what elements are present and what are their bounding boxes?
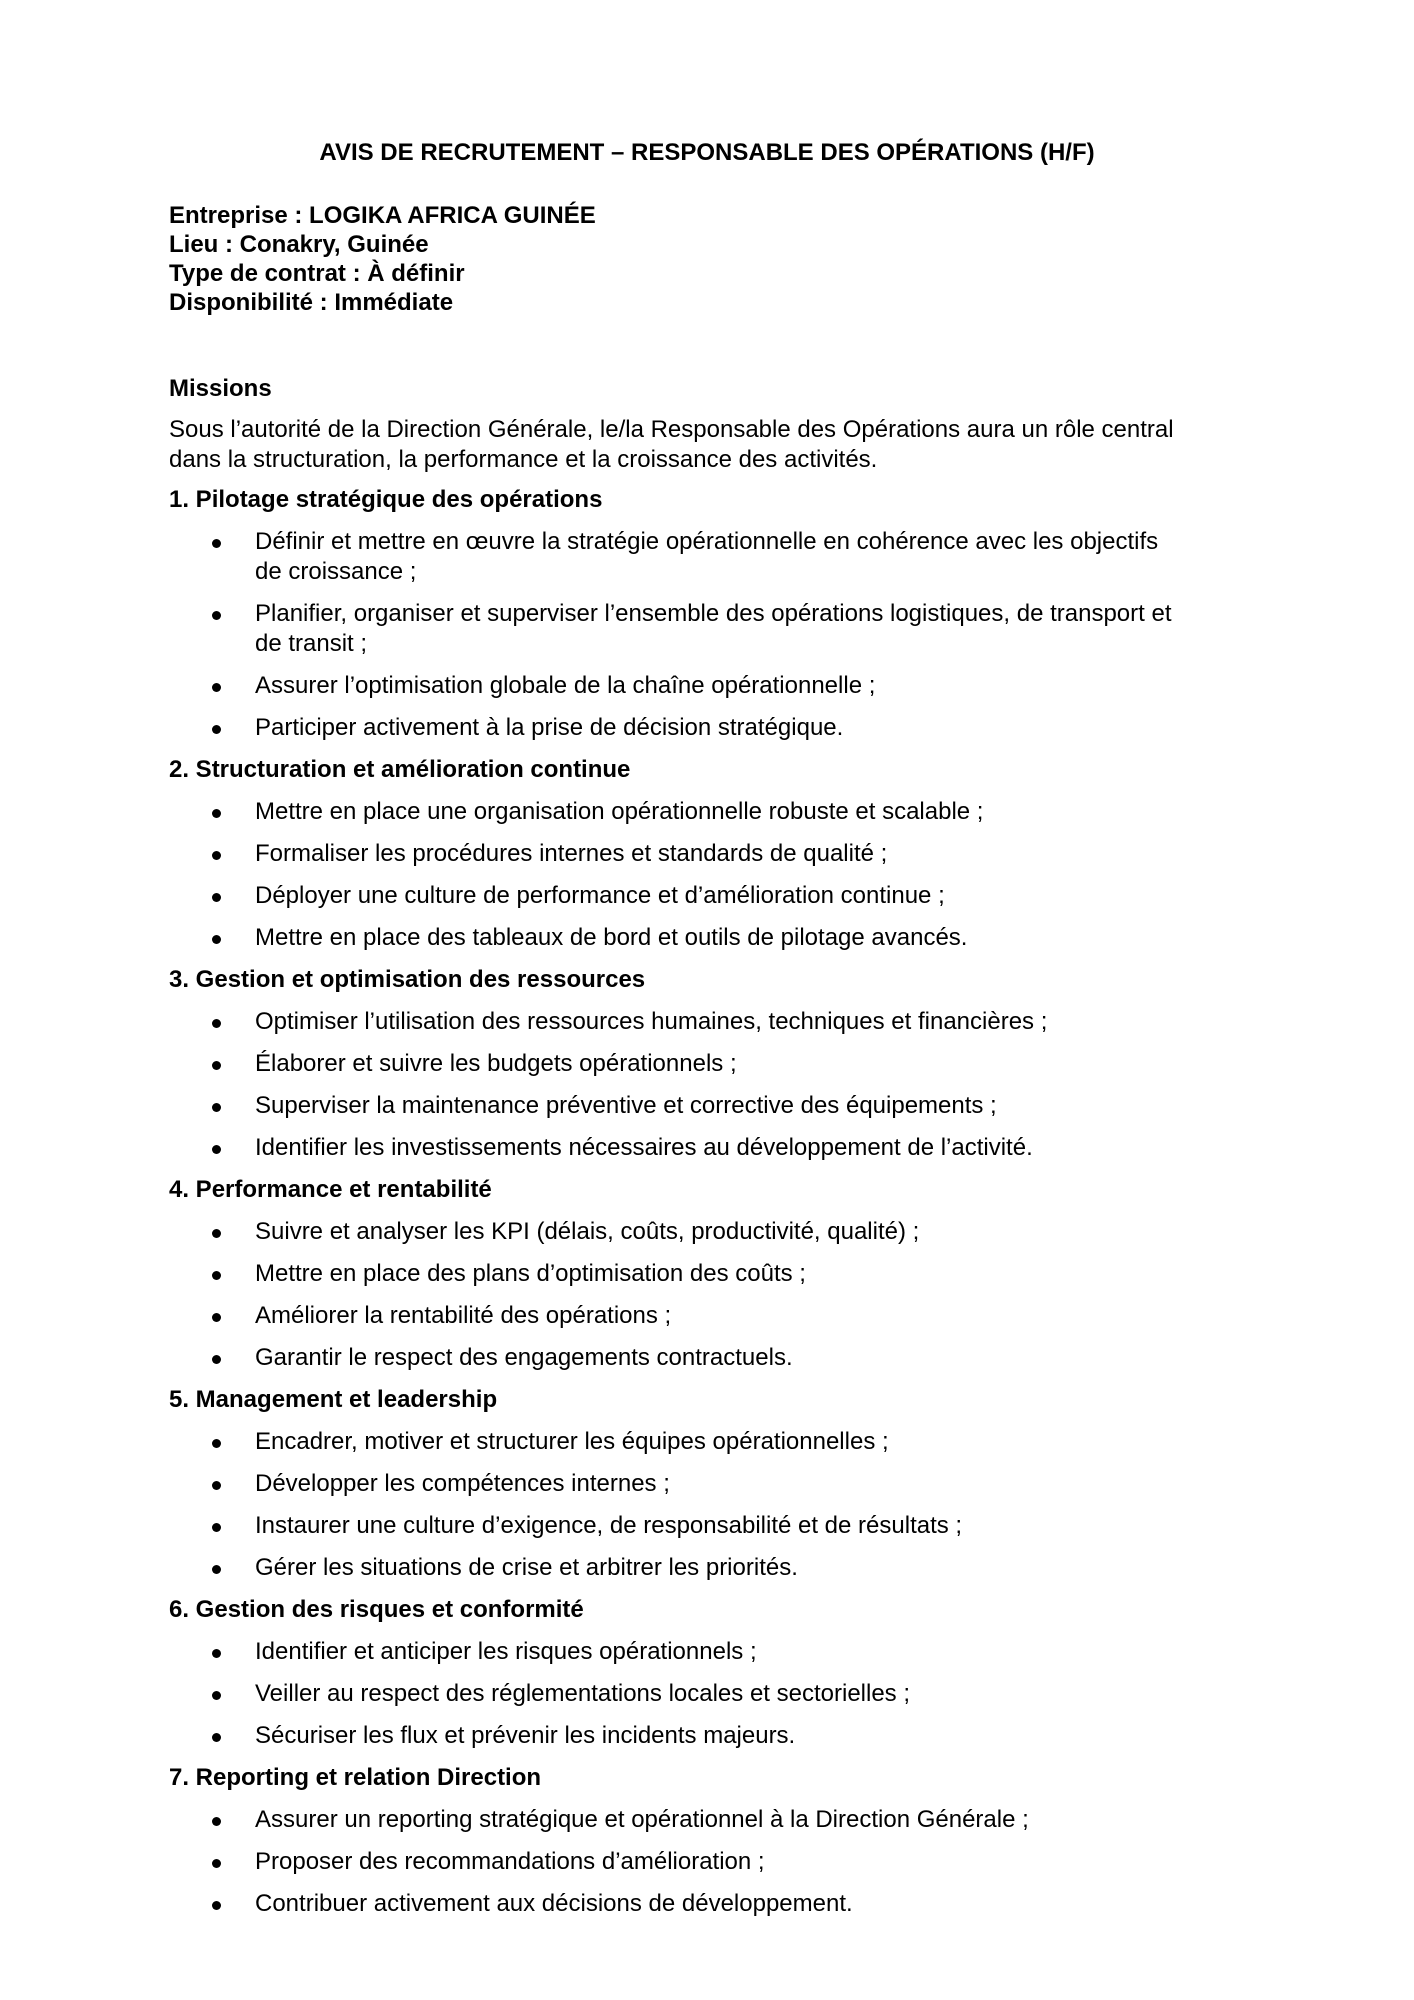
bullet-icon (212, 1481, 221, 1490)
list-item (169, 797, 1269, 827)
bullet-icon (212, 1817, 221, 1826)
bullet-icon (212, 1901, 221, 1910)
company-line: Entreprise : LOGIKA AFRICA GUINÉE (169, 202, 596, 229)
section-heading: 3. Gestion et optimisation des ressources (169, 966, 646, 993)
bullet-icon (212, 851, 221, 860)
list-item-text: Déployer une culture de performance et d’amélioration continue ; (255, 882, 945, 909)
list-item (169, 1553, 1269, 1583)
bullet-icon (212, 1313, 221, 1322)
bullet-icon (212, 1145, 221, 1154)
availability-line: Disponibilité : Immédiate (169, 289, 454, 316)
list-item-text: Superviser la maintenance préventive et corrective des équipements ; (255, 1092, 997, 1119)
list-item (169, 1721, 1269, 1751)
list-item-text: Mettre en place une organisation opérationnelle robuste et scalable ; (255, 798, 984, 825)
intro-line: dans la structuration, la performance et la croissance des activités. (169, 446, 878, 473)
list-item (169, 1259, 1269, 1289)
list-item (169, 599, 1269, 659)
list-item-text: Élaborer et suivre les budgets opérationnels ; (255, 1050, 737, 1077)
bullet-icon (212, 1019, 221, 1028)
list-item-text: Instaurer une culture d’exigence, de responsabilité et de résultats ; (255, 1512, 963, 1539)
bullet-icon (212, 1649, 221, 1658)
list-item (169, 527, 1269, 587)
bullet-icon (212, 809, 221, 818)
list-item (169, 1343, 1269, 1373)
list-item (169, 1049, 1269, 1079)
list-item-text: Mettre en place des tableaux de bord et outils de pilotage avancés. (255, 924, 968, 951)
list-item-text: Améliorer la rentabilité des opérations ; (255, 1302, 672, 1329)
list-item (169, 1007, 1269, 1037)
list-item-text: Planifier, organiser et superviser l’ensemble des opérations logistiques, de transport et (255, 600, 1172, 627)
list-item (169, 1217, 1269, 1247)
list-item-text: Veiller au respect des réglementations locales et sectorielles ; (255, 1680, 911, 1707)
list-item (169, 671, 1269, 701)
list-item-text: Sécuriser les flux et prévenir les incidents majeurs. (255, 1722, 796, 1749)
bullet-icon (212, 725, 221, 734)
intro-paragraph (169, 415, 1174, 475)
list-item (169, 713, 1269, 743)
intro-line: Sous l’autorité de la Direction Générale, le/la Responsable des Opérations aura un rôle central (169, 416, 1174, 443)
list-item-text: Gérer les situations de crise et arbitrer les priorités. (255, 1554, 798, 1581)
bullet-icon (212, 539, 221, 548)
missions-heading: Missions (169, 375, 272, 402)
list-item (169, 1469, 1269, 1499)
section-heading: 7. Reporting et relation Direction (169, 1764, 542, 1791)
list-item (169, 1427, 1269, 1457)
list-item (169, 1637, 1269, 1667)
bullet-icon (212, 1061, 221, 1070)
list-item-text: Identifier et anticiper les risques opérationnels ; (255, 1638, 757, 1665)
list-item (169, 1889, 1269, 1919)
section-heading: 5. Management et leadership (169, 1386, 498, 1413)
bullet-icon (212, 1691, 221, 1700)
list-item-text: de croissance ; (255, 558, 417, 585)
list-item (169, 923, 1269, 953)
list-item (169, 1805, 1269, 1835)
list-item-text: Optimiser l’utilisation des ressources humaines, techniques et financières ; (255, 1008, 1048, 1035)
bullet-icon (212, 1103, 221, 1112)
bullet-icon (212, 1523, 221, 1532)
list-item-text: de transit ; (255, 630, 368, 657)
bullet-icon (212, 1733, 221, 1742)
list-item (169, 881, 1269, 911)
job-info-block (169, 201, 596, 317)
list-item-text: Développer les compétences internes ; (255, 1470, 670, 1497)
list-item (169, 1847, 1269, 1877)
list-item (169, 1091, 1269, 1121)
document-title: AVIS DE RECRUTEMENT – RESPONSABLE DES OPÉRATIONS (H/F) (319, 139, 1095, 166)
list-item-text: Participer activement à la prise de décision stratégique. (255, 714, 844, 741)
list-item-text: Mettre en place des plans d’optimisation des coûts ; (255, 1260, 806, 1287)
bullet-icon (212, 1859, 221, 1868)
missions-sections (169, 485, 1269, 1919)
bullet-icon (212, 1439, 221, 1448)
list-item-text: Définir et mettre en œuvre la stratégie opérationnelle en cohérence avec les objectifs (255, 528, 1159, 555)
list-item (169, 1301, 1269, 1331)
list-item (169, 1679, 1269, 1709)
bullet-icon (212, 1271, 221, 1280)
list-item-text: Assurer l’optimisation globale de la chaîne opérationnelle ; (255, 672, 876, 699)
list-item-text: Garantir le respect des engagements contractuels. (255, 1344, 793, 1371)
list-item (169, 839, 1269, 869)
list-item-text: Formaliser les procédures internes et standards de qualité ; (255, 840, 888, 867)
bullet-icon (212, 1565, 221, 1574)
section-heading: 6. Gestion des risques et conformité (169, 1596, 584, 1623)
section-heading: 4. Performance et rentabilité (169, 1176, 492, 1203)
bullet-icon (212, 1355, 221, 1364)
section-heading: 2. Structuration et amélioration continue (169, 756, 631, 783)
list-item-text: Suivre et analyser les KPI (délais, coûts, productivité, qualité) ; (255, 1218, 920, 1245)
contract-type-line: Type de contrat : À définir (169, 260, 465, 287)
section-heading: 1. Pilotage stratégique des opérations (169, 486, 603, 513)
bullet-icon (212, 611, 221, 620)
list-item-text: Proposer des recommandations d’amélioration ; (255, 1848, 765, 1875)
list-item-text: Encadrer, motiver et structurer les équipes opérationnelles ; (255, 1428, 889, 1455)
list-item (169, 1133, 1269, 1163)
location-line: Lieu : Conakry, Guinée (169, 231, 429, 258)
list-item (169, 1511, 1269, 1541)
list-item-text: Assurer un reporting stratégique et opérationnel à la Direction Générale ; (255, 1806, 1029, 1833)
bullet-icon (212, 893, 221, 902)
bullet-icon (212, 683, 221, 692)
list-item-text: Identifier les investissements nécessaires au développement de l’activité. (255, 1134, 1033, 1161)
bullet-icon (212, 1229, 221, 1238)
list-item-text: Contribuer activement aux décisions de développement. (255, 1890, 853, 1917)
bullet-icon (212, 935, 221, 944)
